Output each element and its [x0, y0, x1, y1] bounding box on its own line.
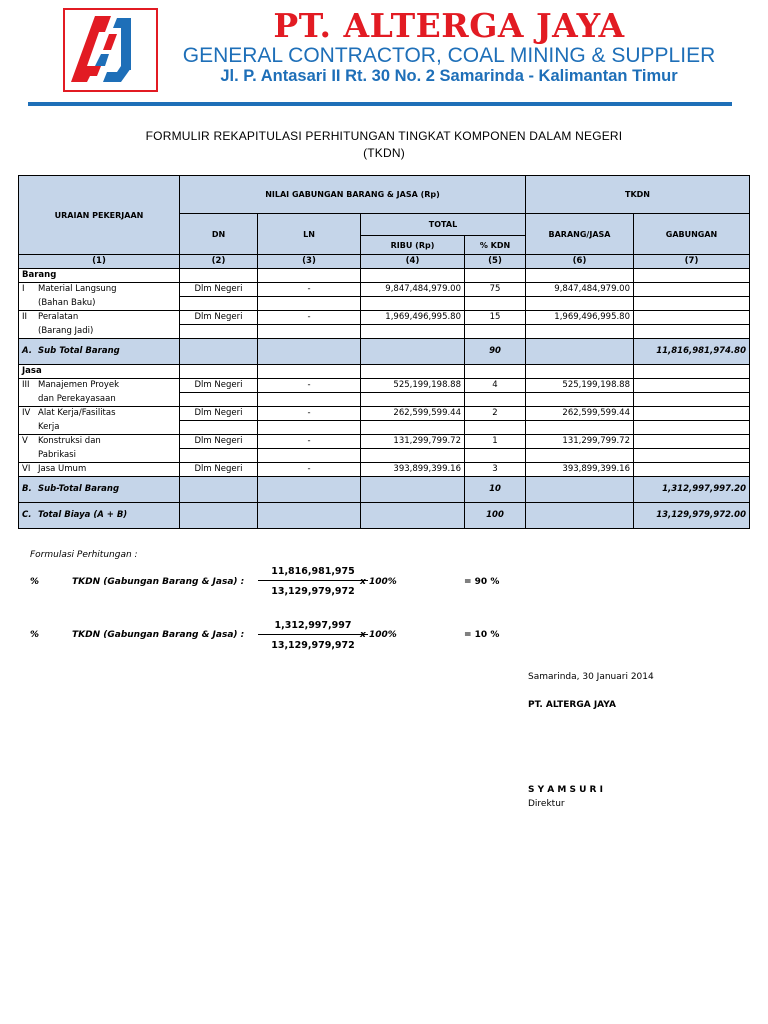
row-number: IV [22, 408, 31, 419]
formula-label-1: TKDN (Gabungan Barang & Jasa) : [72, 577, 245, 587]
row-number: I [22, 284, 25, 295]
col-index: (3) [258, 255, 361, 269]
header-gabungan: GABUNGAN [634, 214, 750, 255]
formula-multiplier-2: x 100% [360, 630, 397, 640]
total-cell: 525,199,198.88 [361, 379, 465, 393]
uraian-cell [19, 325, 180, 339]
uraian-name: Peralatan [38, 312, 79, 323]
total-kdn: 100 [465, 503, 526, 529]
fraction-line-2 [258, 634, 368, 635]
formula-denominator-1: 13,129,979,972 [271, 586, 355, 597]
col-index: (4) [361, 255, 465, 269]
uraian-cell [19, 435, 180, 449]
dn-cell: Dlm Negeri [180, 379, 258, 393]
header-dn: DN [180, 214, 258, 255]
total-label: Total Biaya (A + B) [38, 510, 128, 520]
subtotal-row-jasa [19, 477, 750, 503]
row-number: II [22, 312, 28, 323]
subtotal-kdn: 90 [465, 339, 526, 365]
formula-pct-2: % [30, 630, 40, 640]
uraian-name: Manajemen Proyek [38, 380, 119, 391]
row-number: VI [22, 464, 31, 474]
dn-cell: Dlm Negeri [180, 435, 258, 449]
formula-result-1: = 90 % [464, 577, 500, 587]
ln-cell: - [258, 311, 361, 325]
ln-cell: - [258, 283, 361, 297]
kdn-cell: 1 [465, 435, 526, 449]
kdn-cell: 15 [465, 311, 526, 325]
subtotal-gabungan: 11,816,981,974.80 [634, 339, 750, 365]
subtotal-label-cell [19, 477, 180, 503]
col-index: (5) [465, 255, 526, 269]
fraction-line-1 [258, 580, 368, 581]
company-business-line: GENERAL CONTRACTOR, COAL MINING & SUPPLIER [182, 44, 716, 67]
company-name: PT. ALTERGA JAYA [273, 6, 625, 45]
header-nilai-gabungan: NILAI GABUNGAN BARANG & JASA (Rp) [180, 176, 526, 214]
uraian-cell [19, 463, 180, 477]
ln-cell: - [258, 379, 361, 393]
kdn-cell: 3 [465, 463, 526, 477]
total-biaya-row [19, 503, 750, 529]
subtotal-label: Sub Total Barang [38, 346, 120, 356]
formula-pct-1: % [30, 577, 40, 587]
table-row [19, 463, 750, 477]
table-row-continuation [19, 421, 750, 435]
barang-jasa-cell: 525,199,198.88 [526, 379, 634, 393]
ln-cell: - [258, 463, 361, 477]
row-number: III [22, 380, 30, 391]
total-cell: 131,299,799.72 [361, 435, 465, 449]
col-index: (1) [19, 255, 180, 269]
uraian-name: Jasa Umum [38, 464, 87, 474]
subtotal-kdn: 10 [465, 477, 526, 503]
tkdn-recap-table [18, 175, 750, 529]
kdn-cell: 2 [465, 407, 526, 421]
formula-numerator-1: 11,816,981,975 [271, 566, 355, 577]
total-cell: 262,599,599.44 [361, 407, 465, 421]
uraian-cell [19, 393, 180, 407]
table-row-continuation [19, 297, 750, 311]
company-address: Jl. P. Antasari II Rt. 30 No. 2 Samarinda - Kalimantan Timur [220, 67, 678, 85]
formula-heading: Formulasi Perhitungan : [30, 550, 138, 560]
header-kdn: % KDN [465, 236, 526, 255]
subtotal-label: Sub-Total Barang [38, 484, 120, 494]
formula-numerator-2: 1,312,997,997 [274, 620, 352, 631]
dn-cell: Dlm Negeri [180, 407, 258, 421]
table-row-continuation [19, 325, 750, 339]
ln-cell: - [258, 435, 361, 449]
total-cell: 9,847,484,979.00 [361, 283, 465, 297]
table-row [19, 435, 750, 449]
company-logo [63, 8, 158, 92]
group-label: Jasa [19, 365, 180, 379]
formula-result-2: = 10 % [464, 630, 500, 640]
formula-multiplier-1: x 100% [360, 577, 397, 587]
formula-label-2: TKDN (Gabungan Barang & Jasa) : [72, 630, 245, 640]
kdn-cell: 4 [465, 379, 526, 393]
uraian-cell [19, 421, 180, 435]
header-total: TOTAL [361, 214, 526, 236]
total-label-cell [19, 503, 180, 529]
signatory-name: S Y A M S U R I [528, 785, 603, 795]
table-row [19, 311, 750, 325]
col-index: (6) [526, 255, 634, 269]
uraian-cell [19, 379, 180, 393]
uraian-name-line2: Pabrikasi [38, 449, 76, 460]
uraian-name: Material Langsung [38, 284, 117, 295]
uraian-cell [19, 407, 180, 421]
uraian-cell [19, 449, 180, 463]
total-cell: 393,899,399.16 [361, 463, 465, 477]
col-index: (2) [180, 255, 258, 269]
barang-jasa-cell: 1,969,496,995.80 [526, 311, 634, 325]
total-letter: C. [22, 510, 32, 520]
table-row [19, 379, 750, 393]
signature-company: PT. ALTERGA JAYA [528, 700, 616, 710]
table-row [19, 407, 750, 421]
ln-cell: - [258, 407, 361, 421]
column-index-row [19, 255, 750, 269]
col-index: (7) [634, 255, 750, 269]
signatory-position: Direktur [528, 799, 565, 809]
uraian-name-line2: dan Perekayasaan [38, 393, 116, 404]
form-title: FORMULIR REKAPITULASI PERHITUNGAN TINGKAT KOMPONEN DALAM NEGERI [145, 129, 623, 143]
subtotal-label-cell [19, 339, 180, 365]
table-row [19, 283, 750, 297]
form-subtitle: (TKDN) [363, 146, 405, 160]
table-row-continuation [19, 449, 750, 463]
header-ribu: RIBU (Rp) [361, 236, 465, 255]
row-number: V [22, 436, 28, 447]
barang-jasa-cell: 131,299,799.72 [526, 435, 634, 449]
table-row-continuation [19, 393, 750, 407]
subtotal-row-barang [19, 339, 750, 365]
kdn-cell: 75 [465, 283, 526, 297]
uraian-cell [19, 283, 180, 297]
total-cell: 1,969,496,995.80 [361, 311, 465, 325]
uraian-name-line2: (Bahan Baku) [38, 297, 96, 308]
subtotal-letter: B. [22, 484, 32, 494]
header-barang-jasa: BARANG/JASA [526, 214, 634, 255]
formula-denominator-2: 13,129,979,972 [271, 640, 355, 651]
header-tkdn: TKDN [526, 176, 750, 214]
uraian-name: Alat Kerja/Fasilitas [38, 408, 116, 419]
uraian-name-line2: (Barang Jadi) [38, 325, 94, 336]
group-row-jasa [19, 365, 750, 379]
barang-jasa-cell: 393,899,399.16 [526, 463, 634, 477]
group-label: Barang [19, 269, 180, 283]
uraian-cell [19, 297, 180, 311]
signature-place-date: Samarinda, 30 Januari 2014 [528, 672, 654, 682]
group-row-barang [19, 269, 750, 283]
dn-cell: Dlm Negeri [180, 463, 258, 477]
total-gabungan: 13,129,979,972.00 [634, 503, 750, 529]
subtotal-letter: A. [22, 346, 32, 356]
uraian-name-line2: Kerja [38, 421, 60, 432]
dn-cell: Dlm Negeri [180, 311, 258, 325]
uraian-cell [19, 311, 180, 325]
barang-jasa-cell: 9,847,484,979.00 [526, 283, 634, 297]
header-ln: LN [258, 214, 361, 255]
header-uraian: URAIAN PEKERJAAN [19, 176, 180, 255]
letterhead-divider [28, 102, 732, 106]
dn-cell: Dlm Negeri [180, 283, 258, 297]
barang-jasa-cell: 262,599,599.44 [526, 407, 634, 421]
uraian-name: Konstruksi dan [38, 436, 101, 447]
subtotal-gabungan: 1,312,997,997.20 [634, 477, 750, 503]
